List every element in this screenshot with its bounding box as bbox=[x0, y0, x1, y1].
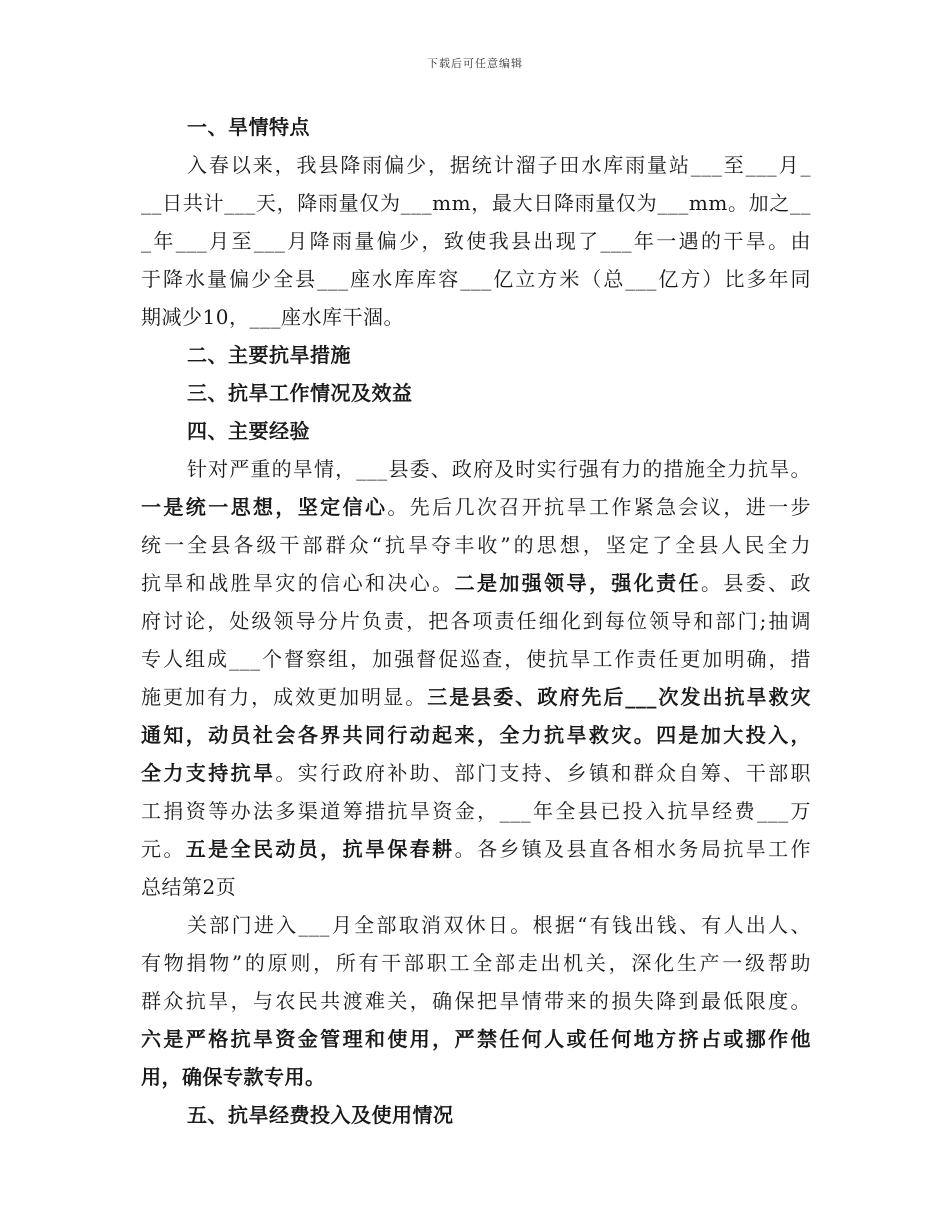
line-text: 二、主要抗旱措施 bbox=[187, 343, 351, 367]
text-line bbox=[141, 868, 811, 906]
line-text: 期减少10，___座水库干涸。 bbox=[141, 305, 404, 329]
text-line bbox=[141, 450, 811, 488]
bold-text: 五是全民动员，抗旱保春耕 bbox=[185, 837, 455, 861]
section-heading bbox=[141, 336, 811, 374]
line-text: 关部门进入___月全部取消双休日。根据“有钱出钱、有人出人、 bbox=[187, 913, 811, 937]
bold-text: 一是统一思想，坚定信心 bbox=[141, 495, 388, 519]
bold-text: 三是县委、政府先后___次发出抗旱救灾 bbox=[427, 685, 811, 709]
line-text: 统一全县各级干部群众“抗旱夺丰收”的思想，坚定了全县人民全力 bbox=[141, 533, 811, 557]
text-line bbox=[141, 830, 811, 868]
text-line bbox=[141, 260, 811, 298]
text-line bbox=[141, 678, 811, 716]
section-heading bbox=[141, 374, 811, 412]
line-text: 元。 bbox=[141, 837, 186, 861]
text-line bbox=[141, 298, 811, 336]
bold-text: 全力支持抗旱 bbox=[141, 761, 276, 785]
text-line bbox=[141, 222, 811, 260]
line-text: 总结第2页 bbox=[141, 875, 237, 899]
text-line bbox=[141, 640, 811, 678]
text-line bbox=[141, 602, 811, 640]
text-line bbox=[141, 754, 811, 792]
line-text: 专人组成___个督察组，加强督促巡查，使抗旱工作责任更加明确，措 bbox=[141, 647, 811, 671]
line-text: __日共计___天，降雨量仅为___mm，最大日降雨量仅为___mm。加之__ bbox=[141, 191, 811, 215]
text-line bbox=[141, 906, 811, 944]
line-text: 。各乡镇及县直各相水务局抗旱工作 bbox=[454, 837, 811, 861]
line-text: 五、抗旱经费投入及使用情况 bbox=[187, 1103, 454, 1127]
line-text: 。实行政府补助、部门支持、乡镇和群众自筹、干部职 bbox=[275, 761, 811, 785]
text-line bbox=[141, 146, 811, 184]
line-text: 有物捐物”的原则，所有干部职工全部走出机关，深化生产一级帮助 bbox=[141, 951, 811, 975]
text-line bbox=[141, 982, 811, 1020]
line-text: 四、主要经验 bbox=[187, 419, 310, 443]
line-text: 于降水量偏少全县___座水库库容___亿立方米（总___亿方）比多年同 bbox=[141, 267, 811, 291]
bold-text: 六是严格抗旱资金管理和使用，严禁任何人或任何地方挤占或挪作他 bbox=[141, 1027, 811, 1051]
text-line bbox=[141, 944, 811, 982]
line-text: 施更加有力，成效更加明显。 bbox=[141, 685, 428, 709]
line-text: 府讨论，处级领导分片负责，把各项责任细化到每位领导和部门;抽调 bbox=[141, 609, 811, 633]
text-line bbox=[141, 716, 811, 754]
header-note: 下载后可任意编辑 bbox=[427, 57, 523, 70]
bold-text: 二是加强领导，强化责任 bbox=[454, 571, 701, 595]
bold-text: 通知，动员社会各界共同行动起来，全力抗旱救灾。四是加大投入， bbox=[141, 723, 811, 747]
section-heading bbox=[141, 1096, 811, 1134]
text-line bbox=[141, 1020, 811, 1058]
line-text: 。县委、政 bbox=[700, 571, 811, 595]
text-line bbox=[141, 488, 811, 526]
line-text: 三、抗旱工作情况及效益 bbox=[187, 381, 413, 405]
line-text: 。先后几次召开抗旱工作紧急会议，进一步 bbox=[387, 495, 811, 519]
line-text: 群众抗旱，与农民共渡难关，确保把旱情带来的损失降到最低限度。 bbox=[141, 989, 811, 1013]
line-text: 抗旱和战胜旱灾的信心和决心。 bbox=[141, 571, 455, 595]
text-line bbox=[141, 564, 811, 602]
document-body bbox=[141, 108, 811, 1134]
text-line bbox=[141, 1058, 811, 1096]
line-text: 入春以来，我县降雨偏少，据统计溜子田水库雨量站___至___月_ bbox=[187, 153, 811, 177]
line-text: 一、旱情特点 bbox=[187, 115, 310, 139]
text-line bbox=[141, 792, 811, 830]
line-text: _年___月至___月降雨量偏少，致使我县出现了___年一遇的干旱。由 bbox=[141, 229, 811, 253]
bold-text: 用，确保专款专用。 bbox=[141, 1065, 326, 1089]
line-text: 工捐资等办法多渠道筹措抗旱资金，___年全县已投入抗旱经费___万 bbox=[141, 799, 811, 823]
text-line bbox=[141, 526, 811, 564]
line-text: 针对严重的旱情，___县委、政府及时实行强有力的措施全力抗旱。 bbox=[187, 457, 811, 481]
section-heading bbox=[141, 108, 811, 146]
text-line bbox=[141, 184, 811, 222]
section-heading bbox=[141, 412, 811, 450]
